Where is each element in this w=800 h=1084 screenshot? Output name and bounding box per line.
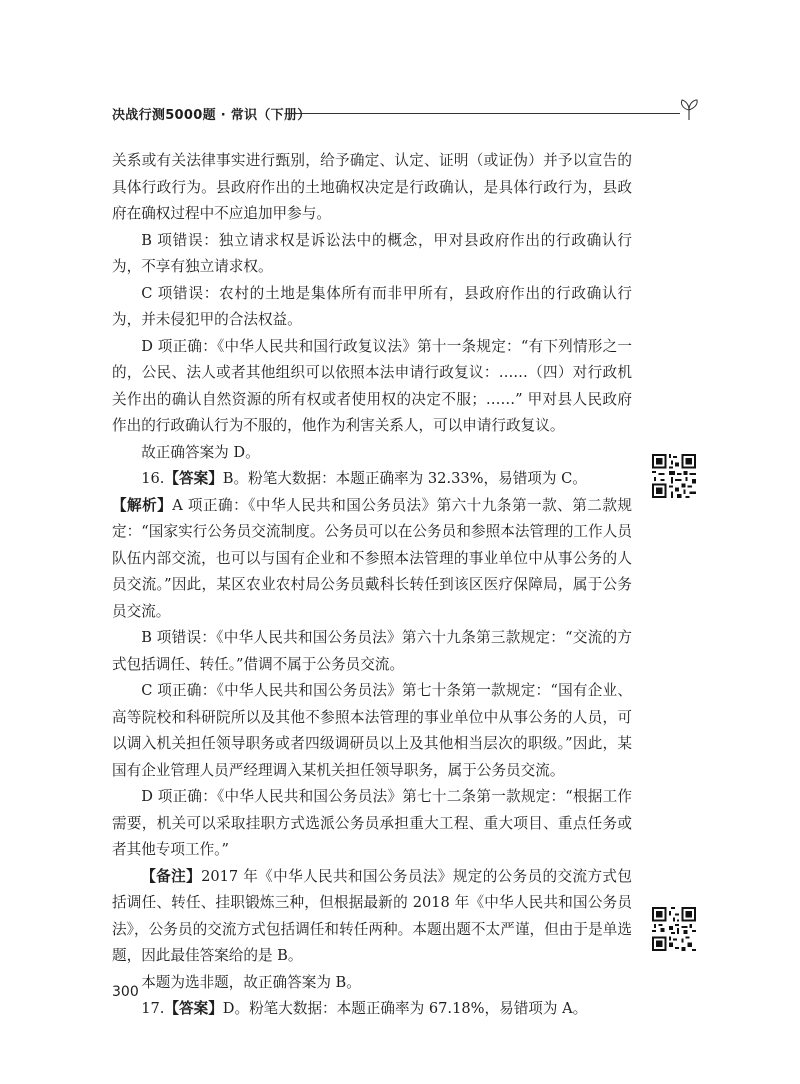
book-title: 决战行测5000题 · 常识（下册）	[112, 108, 311, 123]
paragraph: B 项错误：独立请求权是诉讼法中的概念，甲对县政府作出的行政确认行为，不享有独立请求权。	[112, 231, 632, 275]
q16-analysis-text: A 项正确：《中华人民共和国公务员法》第六十九条第一款、第二款规定：“国家实行公务员交流制度。公务员可以在公务员和参照本法管理的工作人员队伍内部交流，也可以与国有企业和不参照本法管理的事业单位中从事公务的人员交流。”因此，某区农业农村局公务员戴科长转任到该区医疗保障局，属于公务员交流。	[112, 496, 632, 620]
paragraph: 关系或有关法律事实进行甄别，给予确定、认定、证明（或证伪）并予以宣告的具体行政行为。县政府作出的土地确权决定是行政确认，是具体行政行为，县政府在确权过程中不应追加甲参与。	[112, 152, 632, 222]
analysis-label: 【解析】	[112, 496, 173, 514]
q16-option-d: D 项正确：《中华人民共和国公务员法》第七十二条第一款规定：“根据工作需要，机关可以采取挂职方式选派公务员承担重大工程、重大项目、重点任务或者其他专项工作。”	[112, 788, 632, 858]
paragraph: 故正确答案为 D。	[141, 443, 260, 461]
running-header	[112, 98, 700, 130]
q16-option-b: B 项错误：《中华人民共和国公务员法》第六十九条第三款规定：“交流的方式包括调任、转任。”借调不属于公务员交流。	[112, 629, 632, 673]
q16-answer	[112, 466, 632, 493]
answer-label: 【答案】	[164, 470, 223, 487]
qr-code-icon[interactable]	[652, 907, 696, 951]
q16-number: 16.	[141, 470, 165, 487]
q17-number: 17.	[141, 1000, 165, 1017]
q16-option-c: C 项正确：《中华人民共和国公务员法》第七十条第一款规定：“国有企业、高等院校和科研院所以及其他不参照本法管理的事业单位中从事公务的人员，可以调入机关担任领导职务或者四级调研员以上及其他相当层次的职级。”因此，某国有企业管理人员严经理调入某机关担任领导职务，属于公务员交流。	[112, 682, 632, 779]
paragraph: D 项正确：《中华人民共和国行政复议法》第十一条规定：“有下列情形之一的，公民、法人或者其他组织可以依照本法申请行政复议：……（四）对行政机关作出的确认自然资源的所有权或者使用权的决定不服；……” 甲对县人民政府作出的行政确认行为不服的，他作为利害关系人，可以申请行政复议。	[112, 337, 632, 434]
qr-code-icon[interactable]	[652, 454, 696, 498]
q16-note-text: 2017 年《中华人民共和国公务员法》规定的公务员的交流方式包括调任、转任、挂职锻炼三种，但根据最新的 2018 年《中华人民共和国公务员法》，公务员的交流方式包括调任和转任两种。本题出题不太严谨，但由于是单选题，因此最佳答案给的是 B。	[112, 867, 632, 964]
page-number: 300	[112, 984, 139, 1000]
header-rule	[288, 113, 680, 114]
q17-answer	[112, 996, 632, 1023]
q16-note	[112, 864, 632, 970]
page-body	[112, 148, 632, 1023]
sprout-icon	[674, 98, 704, 122]
q17-answer-text: D。粉笔大数据：本题正确率为 67.18%，易错项为 A。	[222, 1000, 588, 1017]
q16-analysis	[112, 493, 632, 626]
q16-conclusion: 本题为选非题，故正确答案为 B。	[141, 973, 361, 991]
q16-answer-text: B。粉笔大数据：本题正确率为 32.33%，易错项为 C。	[222, 470, 587, 487]
answer-label: 【答案】	[164, 1000, 223, 1017]
note-label: 【备注】	[141, 867, 202, 885]
paragraph: C 项错误：农村的土地是集体所有而非甲所有，县政府作出的行政确认行为，并未侵犯甲的合法权益。	[112, 284, 632, 328]
